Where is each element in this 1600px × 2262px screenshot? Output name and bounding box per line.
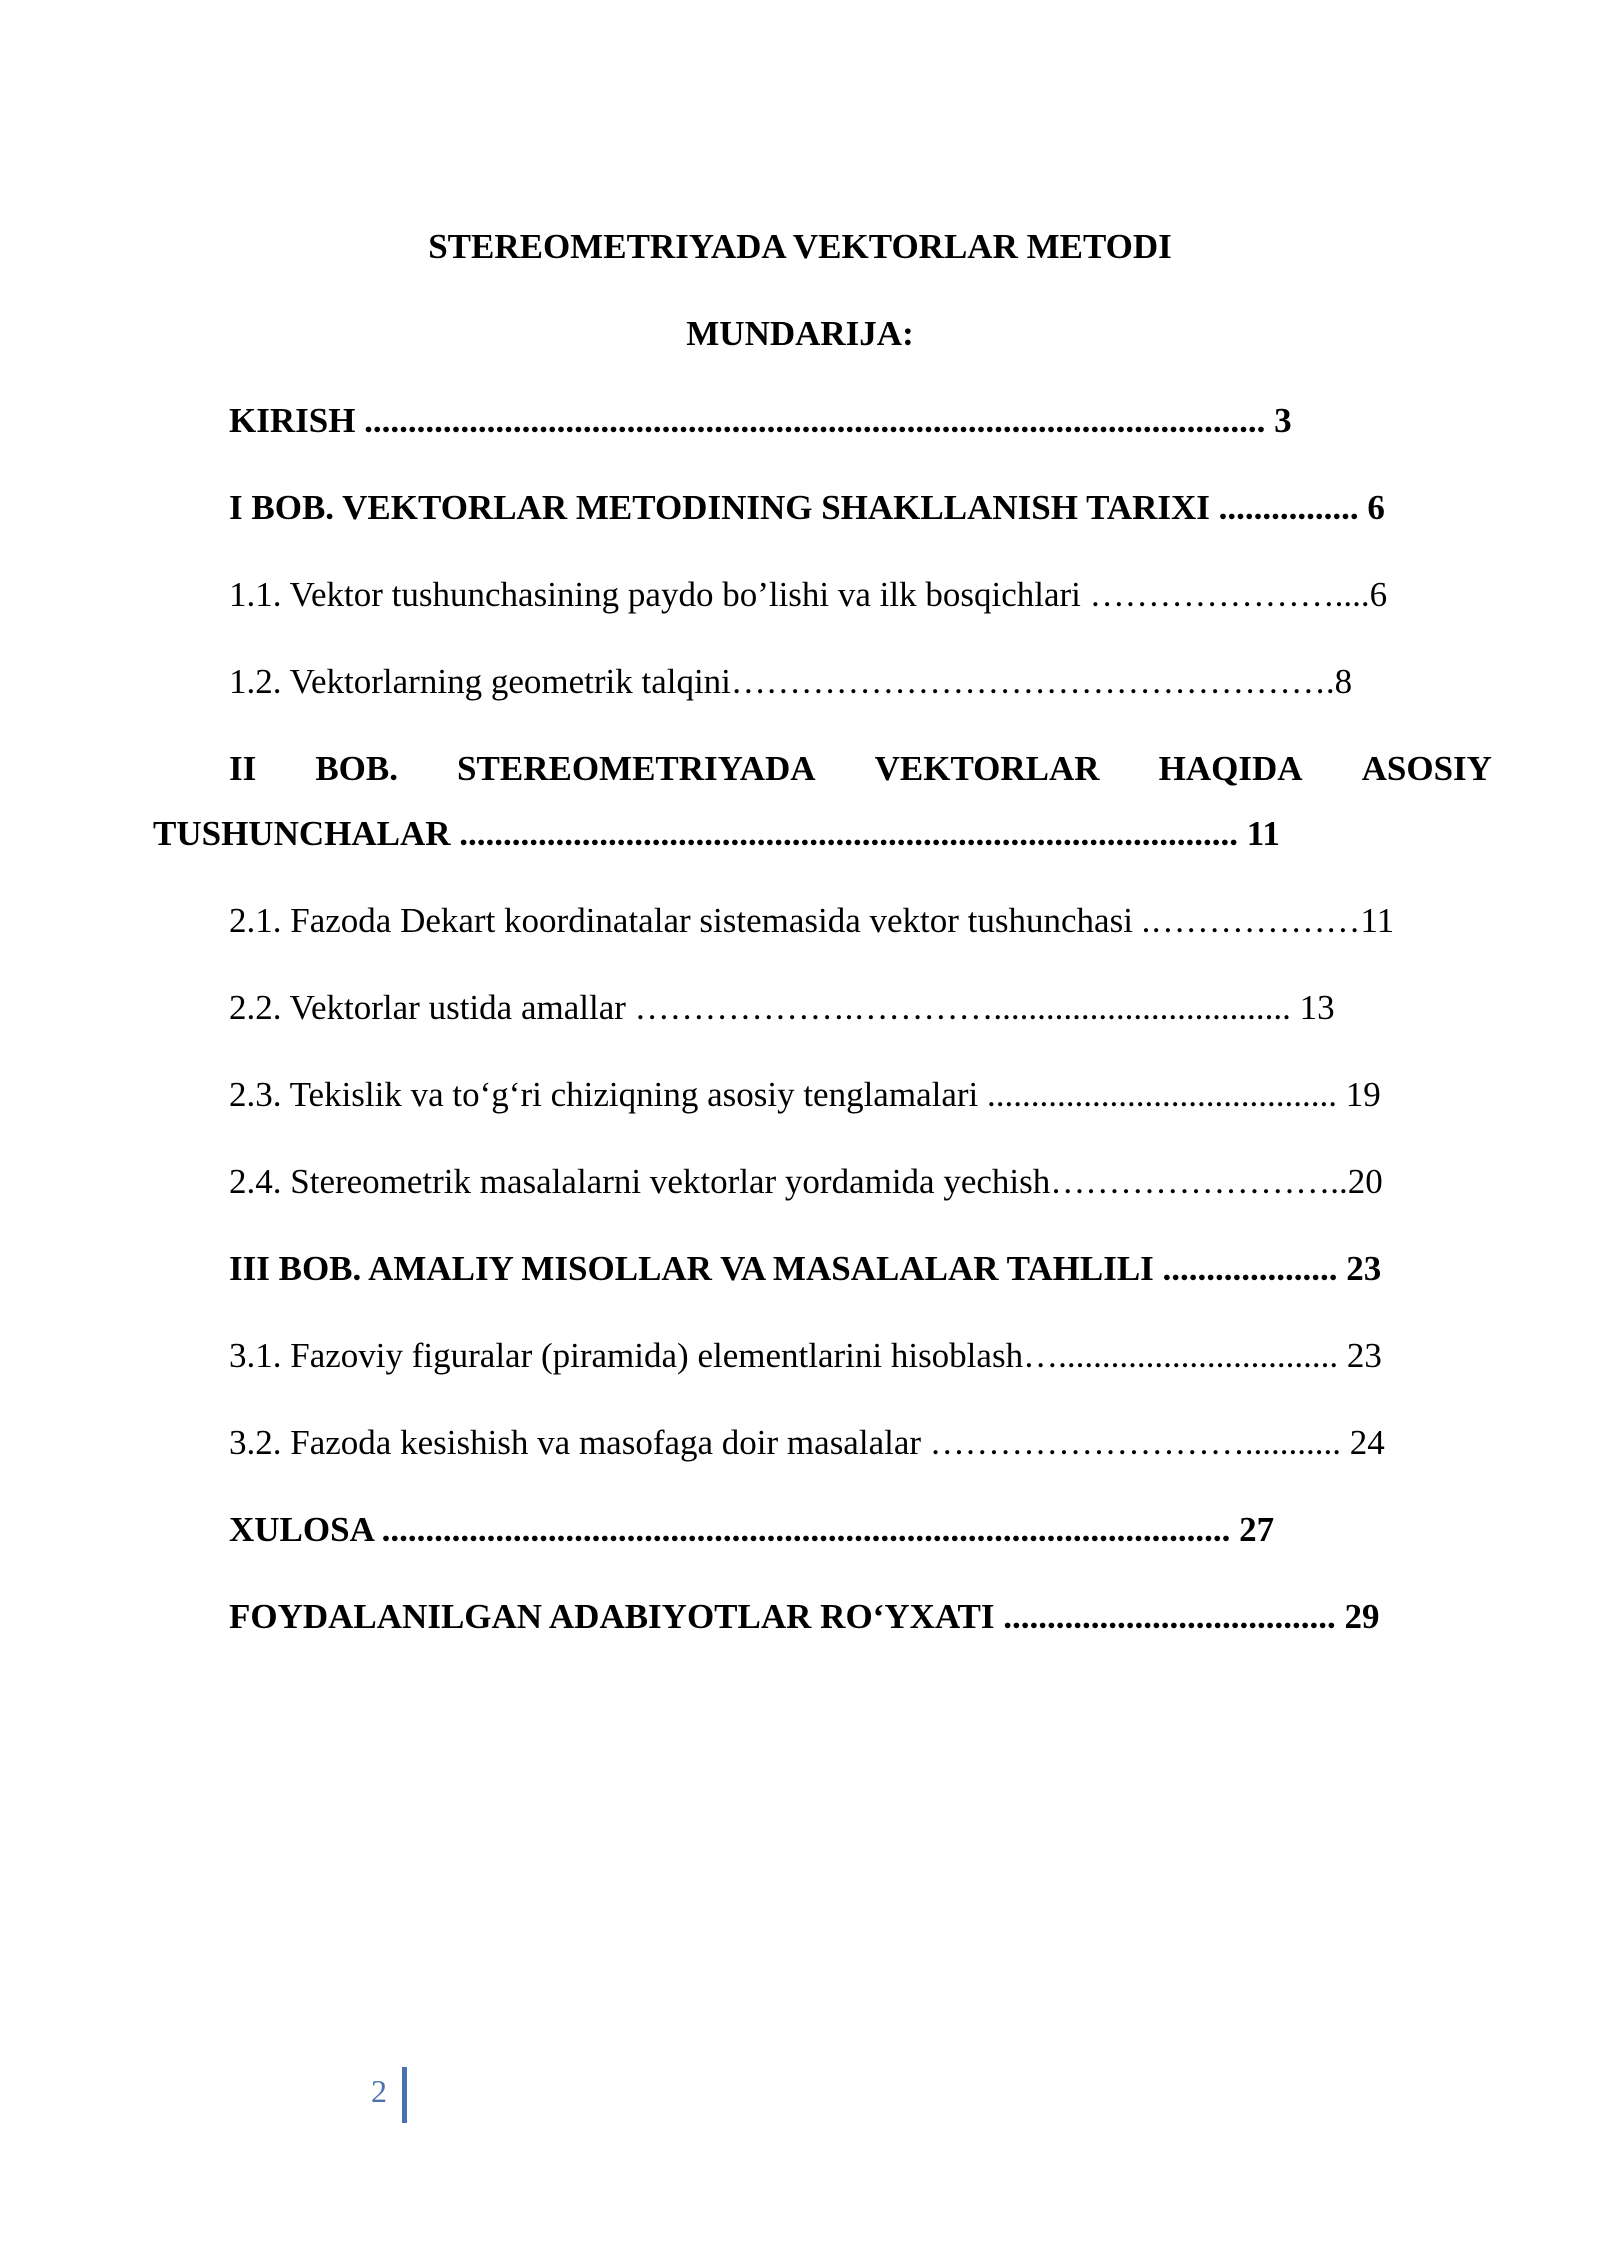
toc-entry-section-3-2: 3.2. Fazoda kesishish va masofaga doir masalalar ………………………........... 24 xyxy=(229,1423,1385,1462)
page-number-rule xyxy=(402,2067,407,2123)
toc-entry-section-3-1: 3.1. Fazoviy figuralar (piramida) elementlarini hisoblash…................................ 23 xyxy=(229,1336,1382,1375)
toc-word: II xyxy=(229,749,257,788)
toc-entry-xulosa: XULOSA ................................................................................................. 27 xyxy=(229,1510,1275,1549)
toc-word: STEREOMETRIYADA xyxy=(457,749,816,788)
toc-entry-chapter-3: III BOB. AMALIY MISOLLAR VA MASALALAR TAHLILI .................... 23 xyxy=(229,1249,1382,1288)
toc-word: ASOSIY xyxy=(1361,749,1492,788)
toc-entry-section-1-1: 1.1. Vektor tushunchasining paydo bo’lishi va ilk bosqichlari …………………....6 xyxy=(229,575,1388,614)
toc-entry-section-2-3: 2.3. Tekislik va to‘g‘ri chiziqning asosiy tenglamalari ........................................ 19 xyxy=(229,1075,1381,1114)
toc-entry-section-2-1: 2.1. Fazoda Dekart koordinatalar sistemasida vektor tushunchasi .………………11 xyxy=(229,901,1395,940)
toc-entry-chapter-2-line-1 xyxy=(229,751,1492,786)
toc-word: VEKTORLAR xyxy=(874,749,1100,788)
toc-entry-chapter-1: I BOB. VEKTORLAR METODINING SHAKLLANISH TARIXI ................ 6 xyxy=(229,488,1385,527)
toc-entry-references: FOYDALANILGAN ADABIYOTLAR RO‘YXATI ...................................... 29 xyxy=(229,1597,1380,1636)
document-title: STEREOMETRIYADA VEKTORLAR METODI xyxy=(428,227,1172,266)
toc-word: HAQIDA xyxy=(1158,749,1303,788)
toc-entry-kirish: KIRISH ....................................................................................................... 3 xyxy=(229,401,1292,440)
toc-word: BOB. xyxy=(315,749,398,788)
contents-heading: MUNDARIJA: xyxy=(686,314,914,353)
toc-entry-section-1-2: 1.2. Vektorlarning geometrik talqini…………………………………………….8 xyxy=(229,662,1353,701)
toc-entry-section-2-2: 2.2. Vektorlar ustida amallar ……………….………….................................. 13 xyxy=(229,988,1335,1027)
toc-entry-section-2-4: 2.4. Stereometrik masalalarni vektorlar yordamida yechish……………………..20 xyxy=(229,1162,1383,1201)
page-number: 2 xyxy=(371,2073,387,2109)
toc-entry-chapter-2-line-2: TUSHUNCHALAR ......................................................................................... 11 xyxy=(153,814,1280,853)
